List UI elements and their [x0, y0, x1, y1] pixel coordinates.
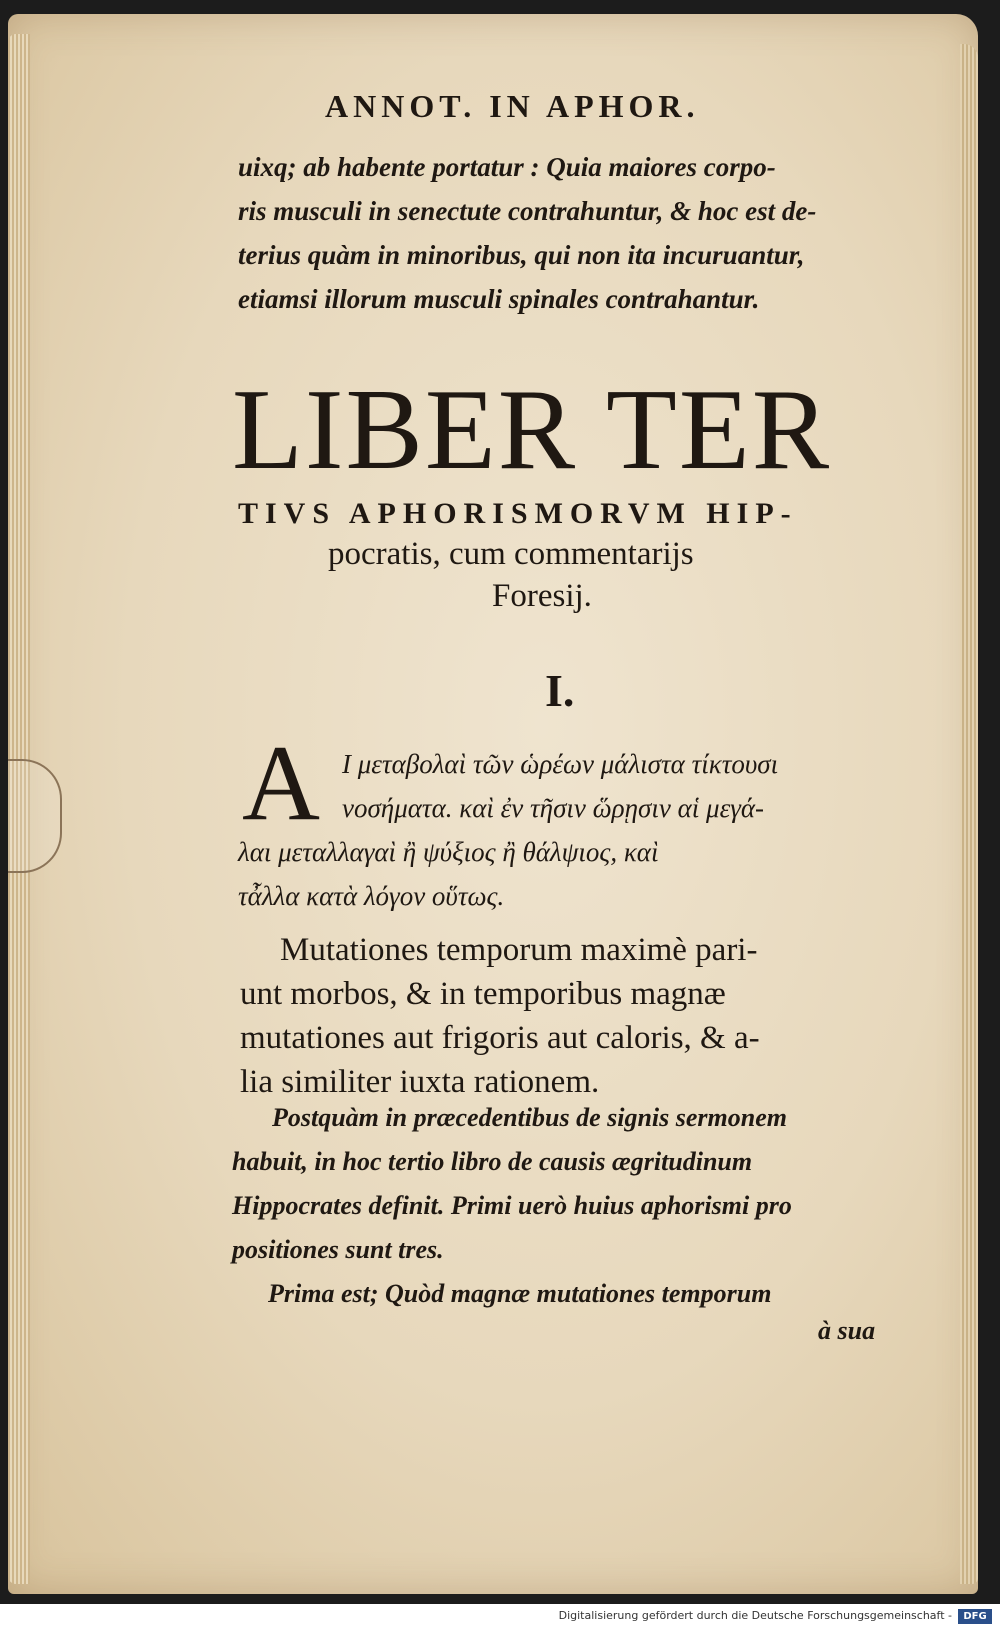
page-edge-right [960, 44, 978, 1584]
book-subtitle-line3: Foresij. [492, 578, 592, 614]
commentary-line: Hippocrates definit. Primi uerò huius aphorismi pro [232, 1191, 792, 1220]
latin-line: Mutationes temporum maximè pari- [280, 932, 758, 968]
greek-line: λαι μεταλλαγαὶ ἢ ψύξιος ἢ θάλψιος, καὶ [238, 837, 659, 867]
intro-line: etiamsi illorum musculi spinales contrahantur. [238, 284, 760, 314]
book-subtitle-line2: pocratis, cum commentarijs [328, 536, 694, 572]
aphorism-number: I. [545, 665, 575, 716]
dfg-logo-icon: DFG [958, 1609, 992, 1624]
intro-line: terius quàm in minoribus, qui non ita incuruantur, [238, 240, 805, 270]
greek-line: νοσήματα. καὶ ἐν τῆσιν ὥρῃσιν αἱ μεγά- [342, 793, 765, 823]
latin-translation [240, 928, 910, 1104]
latin-line: lia similiter iuxta rationem. [240, 1064, 600, 1100]
footer-credit: Digitalisierung gefördert durch die Deutsche Forschungsgemeinschaft - [558, 1609, 952, 1622]
intro-line: ris musculi in senectute contrahuntur, & hoc est de- [238, 196, 817, 226]
greek-line: τἆλλα κατὰ λόγον οὕτως. [238, 881, 505, 911]
latin-line: unt morbos, & in temporibus magnæ [240, 976, 726, 1012]
commentary-line: positiones sunt tres. [232, 1235, 444, 1264]
page-tab-mark [8, 759, 62, 873]
commentary-line: habuit, in hoc tertio libro de causis ægritudinum [232, 1147, 753, 1176]
drop-cap-letter: A [242, 724, 320, 843]
greek-text-first [342, 742, 902, 830]
commentary-text [232, 1096, 902, 1316]
intro-line: uixq; ab habente portatur : Quia maiores corpo- [238, 152, 776, 182]
book-subtitle-line1: TIVS APHORISMORVM HIP- [238, 497, 798, 530]
digitization-footer [0, 1604, 1000, 1630]
running-head: ANNOT. IN APHOR. [325, 88, 700, 124]
latin-line: mutationes aut frigoris aut caloris, & a- [240, 1020, 760, 1056]
commentary-line: Prima est; Quòd magnæ mutationes temporum [268, 1279, 772, 1308]
commentary-line: Postquàm in præcedentibus de signis sermonem [272, 1103, 787, 1132]
book-title-large: LIBER TER [232, 366, 832, 494]
greek-line: Ι μεταβολαὶ τῶν ὡρέων μάλιστα τίκτουσι [342, 749, 779, 779]
catchword: à sua [818, 1316, 876, 1345]
greek-text-rest [238, 830, 898, 918]
intro-text [238, 145, 908, 321]
